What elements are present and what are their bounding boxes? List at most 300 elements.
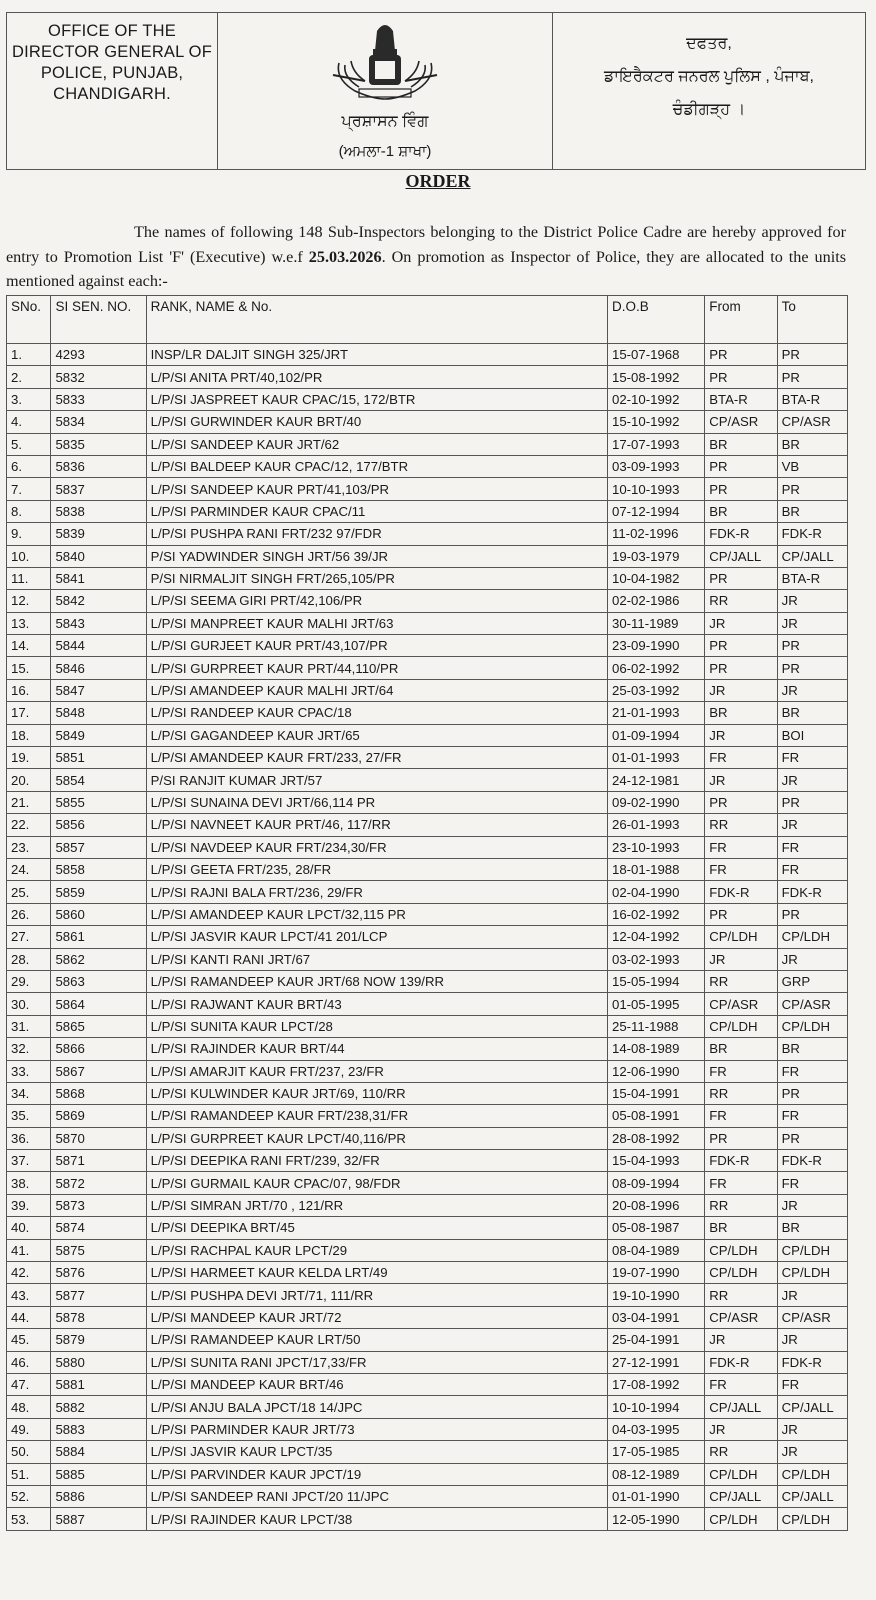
cell-from: FDK-R [705, 1351, 777, 1373]
cell-sno: 13. [7, 612, 51, 634]
cell-name: L/P/SI PARVINDER KAUR JPCT/19 [146, 1463, 607, 1485]
cell-from: CP/ASR [705, 411, 777, 433]
cell-to: BR [777, 702, 847, 724]
cell-dob: 01-05-1995 [607, 993, 704, 1015]
cell-to: JR [777, 1194, 847, 1216]
table-row [7, 1082, 848, 1104]
cell-sno: 4. [7, 411, 51, 433]
cell-from: FR [705, 858, 777, 880]
cell-sno: 5. [7, 433, 51, 455]
cell-to: FDK-R [777, 1150, 847, 1172]
cell-sen: 5882 [51, 1396, 146, 1418]
cell-sno: 31. [7, 1015, 51, 1037]
cell-dob: 25-03-1992 [607, 679, 704, 701]
cell-to: FR [777, 1172, 847, 1194]
table-row [7, 814, 848, 836]
cell-name: L/P/SI PUSHPA DEVI JRT/71, 111/RR [146, 1284, 607, 1306]
cell-to: PR [777, 1082, 847, 1104]
cell-sen: 5838 [51, 500, 146, 522]
office-line: DIRECTOR GENERAL OF [12, 43, 212, 61]
cell-from: FDK-R [705, 881, 777, 903]
cell-from: RR [705, 1082, 777, 1104]
header-sno: SNo. [7, 296, 51, 344]
cell-dob: 30-11-1989 [607, 612, 704, 634]
table-row [7, 590, 848, 612]
cell-dob: 02-10-1992 [607, 388, 704, 410]
cell-to: JR [777, 612, 847, 634]
cell-to: FR [777, 858, 847, 880]
cell-sno: 30. [7, 993, 51, 1015]
cell-sno: 27. [7, 926, 51, 948]
cell-sen: 5837 [51, 478, 146, 500]
cell-name: L/P/SI KANTI RANI JRT/67 [146, 948, 607, 970]
cell-name: L/P/SI DEEPIKA BRT/45 [146, 1217, 607, 1239]
office-line: OFFICE OF THE [48, 22, 176, 40]
cell-from: CP/LDH [705, 1239, 777, 1261]
cell-sno: 25. [7, 881, 51, 903]
cell-sen: 5867 [51, 1060, 146, 1082]
cell-from: JR [705, 948, 777, 970]
cell-dob: 19-10-1990 [607, 1284, 704, 1306]
cell-dob: 14-08-1989 [607, 1038, 704, 1060]
cell-to: BOI [777, 724, 847, 746]
table-row [7, 1262, 848, 1284]
table-row [7, 747, 848, 769]
cell-sen: 5847 [51, 679, 146, 701]
cell-from: PR [705, 635, 777, 657]
cell-sno: 1. [7, 344, 51, 366]
cell-to: PR [777, 657, 847, 679]
cell-sen: 5835 [51, 433, 146, 455]
cell-sno: 16. [7, 679, 51, 701]
cell-sen: 5848 [51, 702, 146, 724]
cell-dob: 05-08-1991 [607, 1105, 704, 1127]
cell-dob: 23-09-1990 [607, 635, 704, 657]
office-line: CHANDIGARH. [53, 85, 171, 103]
cell-name: L/P/SI DEEPIKA RANI FRT/239, 32/FR [146, 1150, 607, 1172]
table-row [7, 1284, 848, 1306]
cell-to: JR [777, 814, 847, 836]
cell-dob: 07-12-1994 [607, 500, 704, 522]
cell-sen: 5841 [51, 567, 146, 589]
cell-sen: 5886 [51, 1485, 146, 1507]
cell-sen: 5884 [51, 1441, 146, 1463]
cell-to: FR [777, 1373, 847, 1395]
cell-dob: 06-02-1992 [607, 657, 704, 679]
cell-name: L/P/SI RAJWANT KAUR BRT/43 [146, 993, 607, 1015]
table-row [7, 1441, 848, 1463]
cell-sen: 5856 [51, 814, 146, 836]
cell-name: L/P/SI RAMANDEEP KAUR JRT/68 NOW 139/RR [146, 970, 607, 992]
cell-name: L/P/SI GURWINDER KAUR BRT/40 [146, 411, 607, 433]
cell-name: L/P/SI JASVIR KAUR LPCT/35 [146, 1441, 607, 1463]
cell-sen: 4293 [51, 344, 146, 366]
cell-to: JR [777, 1329, 847, 1351]
cell-dob: 11-02-1996 [607, 523, 704, 545]
cell-sno: 15. [7, 657, 51, 679]
cell-sen: 5885 [51, 1463, 146, 1485]
punjab-police-emblem-icon [325, 17, 445, 103]
cell-to: JR [777, 1284, 847, 1306]
cell-sen: 5870 [51, 1127, 146, 1149]
effective-date: 25.03.2026 [308, 247, 382, 266]
cell-sno: 19. [7, 747, 51, 769]
cell-from: RR [705, 970, 777, 992]
office-line-punjabi: ਦਫਤਰ, [686, 35, 732, 52]
cell-to: FDK-R [777, 881, 847, 903]
cell-name: L/P/SI RAMANDEEP KAUR LRT/50 [146, 1329, 607, 1351]
cell-name: L/P/SI RAMANDEEP KAUR FRT/238,31/FR [146, 1105, 607, 1127]
cell-to: CP/LDH [777, 1463, 847, 1485]
table-row [7, 836, 848, 858]
intro-paragraph [6, 220, 846, 294]
cell-sno: 44. [7, 1306, 51, 1328]
table-row [7, 1150, 848, 1172]
cell-name: L/P/SI ANJU BALA JPCT/18 14/JPC [146, 1396, 607, 1418]
cell-from: BR [705, 433, 777, 455]
cell-dob: 01-09-1994 [607, 724, 704, 746]
cell-to: BR [777, 433, 847, 455]
cell-name: L/P/SI AMANDEEP KAUR MALHI JRT/64 [146, 679, 607, 701]
wing-name: ਪ੍ਰਸ਼ਾਸਨ ਵਿੰਗ [341, 113, 429, 130]
cell-name: L/P/SI KULWINDER KAUR JRT/69, 110/RR [146, 1082, 607, 1104]
intro-text-end: . On promotion as Inspector of Police, they are allocated to the units mentioned against each:- [6, 247, 846, 290]
cell-from: BR [705, 1038, 777, 1060]
cell-sen: 5861 [51, 926, 146, 948]
cell-dob: 17-08-1992 [607, 1373, 704, 1395]
cell-dob: 02-02-1986 [607, 590, 704, 612]
cell-to: CP/LDH [777, 1015, 847, 1037]
table-row [7, 1463, 848, 1485]
cell-from: BR [705, 500, 777, 522]
table-row [7, 1060, 848, 1082]
table-row [7, 366, 848, 388]
cell-sno: 46. [7, 1351, 51, 1373]
cell-sno: 37. [7, 1150, 51, 1172]
cell-from: PR [705, 366, 777, 388]
cell-from: BR [705, 1217, 777, 1239]
cell-from: RR [705, 1284, 777, 1306]
cell-sno: 50. [7, 1441, 51, 1463]
cell-from: PR [705, 791, 777, 813]
cell-sno: 47. [7, 1373, 51, 1395]
table-row [7, 1306, 848, 1328]
cell-from: CP/JALL [705, 1485, 777, 1507]
cell-dob: 15-08-1992 [607, 366, 704, 388]
cell-from: PR [705, 1127, 777, 1149]
cell-dob: 25-04-1991 [607, 1329, 704, 1351]
cell-to: BTA-R [777, 567, 847, 589]
cell-sen: 5879 [51, 1329, 146, 1351]
cell-sen: 5840 [51, 545, 146, 567]
cell-sno: 24. [7, 858, 51, 880]
table-row [7, 388, 848, 410]
cell-sno: 41. [7, 1239, 51, 1261]
cell-sno: 34. [7, 1082, 51, 1104]
cell-to: CP/LDH [777, 926, 847, 948]
cell-to: BR [777, 500, 847, 522]
table-row [7, 679, 848, 701]
cell-dob: 20-08-1996 [607, 1194, 704, 1216]
table-row [7, 455, 848, 477]
cell-sno: 6. [7, 455, 51, 477]
cell-dob: 15-07-1968 [607, 344, 704, 366]
cell-sen: 5851 [51, 747, 146, 769]
cell-to: JR [777, 769, 847, 791]
cell-sno: 7. [7, 478, 51, 500]
cell-sno: 22. [7, 814, 51, 836]
cell-sen: 5874 [51, 1217, 146, 1239]
cell-to: GRP [777, 970, 847, 992]
cell-to: PR [777, 366, 847, 388]
cell-from: CP/JALL [705, 545, 777, 567]
cell-sen: 5881 [51, 1373, 146, 1395]
table-row [7, 1418, 848, 1440]
table-row [7, 478, 848, 500]
cell-from: CP/LDH [705, 1015, 777, 1037]
cell-sno: 38. [7, 1172, 51, 1194]
table-row [7, 433, 848, 455]
cell-dob: 15-04-1993 [607, 1150, 704, 1172]
cell-name: L/P/SI MANDEEP KAUR BRT/46 [146, 1373, 607, 1395]
cell-dob: 08-04-1989 [607, 1239, 704, 1261]
cell-dob: 03-04-1991 [607, 1306, 704, 1328]
table-row [7, 858, 848, 880]
header-si-sen-no: SI SEN. NO. [51, 296, 146, 344]
cell-dob: 03-09-1993 [607, 455, 704, 477]
cell-sen: 5859 [51, 881, 146, 903]
cell-sno: 26. [7, 903, 51, 925]
cell-to: PR [777, 635, 847, 657]
table-row [7, 1351, 848, 1373]
cell-to: FR [777, 836, 847, 858]
cell-from: RR [705, 1194, 777, 1216]
cell-sen: 5878 [51, 1306, 146, 1328]
table-row [7, 1508, 848, 1530]
cell-from: CP/LDH [705, 1463, 777, 1485]
cell-dob: 03-02-1993 [607, 948, 704, 970]
cell-name: L/P/SI SUNITA RANI JPCT/17,33/FR [146, 1351, 607, 1373]
cell-from: CP/LDH [705, 926, 777, 948]
cell-name: L/P/SI SANDEEP KAUR PRT/41,103/PR [146, 478, 607, 500]
cell-to: CP/LDH [777, 1239, 847, 1261]
cell-dob: 02-04-1990 [607, 881, 704, 903]
cell-to: BTA-R [777, 388, 847, 410]
cell-sno: 21. [7, 791, 51, 813]
cell-sen: 5868 [51, 1082, 146, 1104]
table-row [7, 1373, 848, 1395]
table-row [7, 970, 848, 992]
cell-to: CP/ASR [777, 1306, 847, 1328]
cell-sno: 45. [7, 1329, 51, 1351]
table-row [7, 1217, 848, 1239]
cell-dob: 16-02-1992 [607, 903, 704, 925]
cell-dob: 19-07-1990 [607, 1262, 704, 1284]
cell-name: L/P/SI MANPREET KAUR MALHI JRT/63 [146, 612, 607, 634]
cell-from: PR [705, 478, 777, 500]
cell-dob: 15-10-1992 [607, 411, 704, 433]
cell-sen: 5865 [51, 1015, 146, 1037]
cell-sen: 5869 [51, 1105, 146, 1127]
cell-sen: 5873 [51, 1194, 146, 1216]
promotion-table [6, 295, 848, 1531]
cell-name: L/P/SI HARMEET KAUR KELDA LRT/49 [146, 1262, 607, 1284]
cell-name: L/P/SI GAGANDEEP KAUR JRT/65 [146, 724, 607, 746]
cell-from: FR [705, 1105, 777, 1127]
cell-sen: 5875 [51, 1239, 146, 1261]
cell-from: PR [705, 903, 777, 925]
table-row [7, 993, 848, 1015]
table-row [7, 545, 848, 567]
cell-sno: 53. [7, 1508, 51, 1530]
table-row [7, 635, 848, 657]
office-line-punjabi: ਡਾਇਰੈਕਟਰ ਜਨਰਲ ਪੁਲਿਸ , ਪੰਜਾਬ, [603, 68, 815, 85]
cell-to: CP/JALL [777, 545, 847, 567]
cell-name: L/P/SI SEEMA GIRI PRT/42,106/PR [146, 590, 607, 612]
cell-sno: 20. [7, 769, 51, 791]
cell-name: L/P/SI GURPREET KAUR LPCT/40,116/PR [146, 1127, 607, 1149]
cell-to: CP/LDH [777, 1508, 847, 1530]
table-row [7, 1015, 848, 1037]
table-row [7, 1485, 848, 1507]
cell-sen: 5849 [51, 724, 146, 746]
table-row [7, 926, 848, 948]
cell-sno: 35. [7, 1105, 51, 1127]
cell-dob: 05-08-1987 [607, 1217, 704, 1239]
cell-sno: 43. [7, 1284, 51, 1306]
cell-from: CP/LDH [705, 1508, 777, 1530]
cell-name: L/P/SI GURMAIL KAUR CPAC/07, 98/FDR [146, 1172, 607, 1194]
cell-name: L/P/SI JASVIR KAUR LPCT/41 201/LCP [146, 926, 607, 948]
cell-sen: 5846 [51, 657, 146, 679]
cell-to: FR [777, 747, 847, 769]
cell-name: L/P/SI BALDEEP KAUR CPAC/12, 177/BTR [146, 455, 607, 477]
cell-from: JR [705, 1329, 777, 1351]
cell-sno: 3. [7, 388, 51, 410]
cell-from: PR [705, 657, 777, 679]
cell-sen: 5855 [51, 791, 146, 813]
cell-from: PR [705, 344, 777, 366]
cell-dob: 28-08-1992 [607, 1127, 704, 1149]
cell-to: FR [777, 1060, 847, 1082]
cell-from: PR [705, 455, 777, 477]
cell-name: L/P/SI SANDEEP KAUR JRT/62 [146, 433, 607, 455]
cell-from: JR [705, 724, 777, 746]
cell-dob: 15-05-1994 [607, 970, 704, 992]
cell-dob: 10-10-1993 [607, 478, 704, 500]
office-address-english [7, 13, 217, 169]
cell-name: L/P/SI RAJINDER KAUR LPCT/38 [146, 1508, 607, 1530]
cell-name: L/P/SI RAJINDER KAUR BRT/44 [146, 1038, 607, 1060]
cell-dob: 12-05-1990 [607, 1508, 704, 1530]
cell-sen: 5866 [51, 1038, 146, 1060]
office-line: POLICE, PUNJAB, [40, 64, 184, 82]
table-row [7, 702, 848, 724]
cell-to: CP/ASR [777, 993, 847, 1015]
cell-name: L/P/SI PARMINDER KAUR JRT/73 [146, 1418, 607, 1440]
cell-from: FDK-R [705, 1150, 777, 1172]
cell-dob: 10-04-1982 [607, 567, 704, 589]
table-row [7, 1396, 848, 1418]
cell-sno: 9. [7, 523, 51, 545]
table-row [7, 1172, 848, 1194]
cell-sno: 18. [7, 724, 51, 746]
cell-sen: 5871 [51, 1150, 146, 1172]
cell-to: JR [777, 1441, 847, 1463]
cell-from: CP/LDH [705, 1262, 777, 1284]
cell-dob: 26-01-1993 [607, 814, 704, 836]
office-address-punjabi [553, 13, 865, 169]
cell-to: VB [777, 455, 847, 477]
table-body [7, 344, 848, 1531]
cell-sen: 5836 [51, 455, 146, 477]
intro-text: The names of following 148 Sub-Inspectors belonging to the District Police Cadre are hereby approved for entry to Promotion List 'F' (Executive) w.e.f [6, 223, 846, 266]
cell-sen: 5864 [51, 993, 146, 1015]
cell-sen: 5842 [51, 590, 146, 612]
cell-name: L/P/SI AMARJIT KAUR FRT/237, 23/FR [146, 1060, 607, 1082]
cell-dob: 17-07-1993 [607, 433, 704, 455]
cell-from: FDK-R [705, 523, 777, 545]
cell-sen: 5860 [51, 903, 146, 925]
cell-sno: 28. [7, 948, 51, 970]
cell-name: L/P/SI PARMINDER KAUR CPAC/11 [146, 500, 607, 522]
cell-name: L/P/SI GURJEET KAUR PRT/43,107/PR [146, 635, 607, 657]
cell-name: L/P/SI MANDEEP KAUR JRT/72 [146, 1306, 607, 1328]
cell-name: L/P/SI SANDEEP RANI JPCT/20 11/JPC [146, 1485, 607, 1507]
table-row [7, 1239, 848, 1261]
cell-to: FDK-R [777, 523, 847, 545]
cell-name: L/P/SI PUSHPA RANI FRT/232 97/FDR [146, 523, 607, 545]
cell-sno: 51. [7, 1463, 51, 1485]
cell-from: FR [705, 836, 777, 858]
cell-name: P/SI YADWINDER SINGH JRT/56 39/JR [146, 545, 607, 567]
cell-sno: 36. [7, 1127, 51, 1149]
cell-from: CP/ASR [705, 993, 777, 1015]
cell-to: BR [777, 1217, 847, 1239]
cell-to: JR [777, 590, 847, 612]
cell-name: L/P/SI GURPREET KAUR PRT/44,110/PR [146, 657, 607, 679]
cell-dob: 25-11-1988 [607, 1015, 704, 1037]
cell-dob: 12-04-1992 [607, 926, 704, 948]
cell-from: CP/JALL [705, 1396, 777, 1418]
cell-name: L/P/SI AMANDEEP KAUR FRT/233, 27/FR [146, 747, 607, 769]
cell-from: CP/ASR [705, 1306, 777, 1328]
cell-to: FDK-R [777, 1351, 847, 1373]
table-row [7, 523, 848, 545]
cell-sen: 5863 [51, 970, 146, 992]
cell-from: BTA-R [705, 388, 777, 410]
letterhead [6, 12, 866, 170]
cell-sen: 5844 [51, 635, 146, 657]
cell-name: L/P/SI NAVNEET KAUR PRT/46, 117/RR [146, 814, 607, 836]
cell-to: JR [777, 948, 847, 970]
cell-dob: 21-01-1993 [607, 702, 704, 724]
table-row [7, 1038, 848, 1060]
cell-sno: 10. [7, 545, 51, 567]
cell-name: L/P/SI JASPREET KAUR CPAC/15, 172/BTR [146, 388, 607, 410]
cell-name: P/SI NIRMALJIT SINGH FRT/265,105/PR [146, 567, 607, 589]
cell-from: FR [705, 1373, 777, 1395]
table-row [7, 411, 848, 433]
cell-sno: 52. [7, 1485, 51, 1507]
table-row [7, 500, 848, 522]
cell-dob: 15-04-1991 [607, 1082, 704, 1104]
cell-sno: 12. [7, 590, 51, 612]
cell-sno: 23. [7, 836, 51, 858]
cell-to: PR [777, 478, 847, 500]
cell-dob: 08-09-1994 [607, 1172, 704, 1194]
cell-sen: 5887 [51, 1508, 146, 1530]
